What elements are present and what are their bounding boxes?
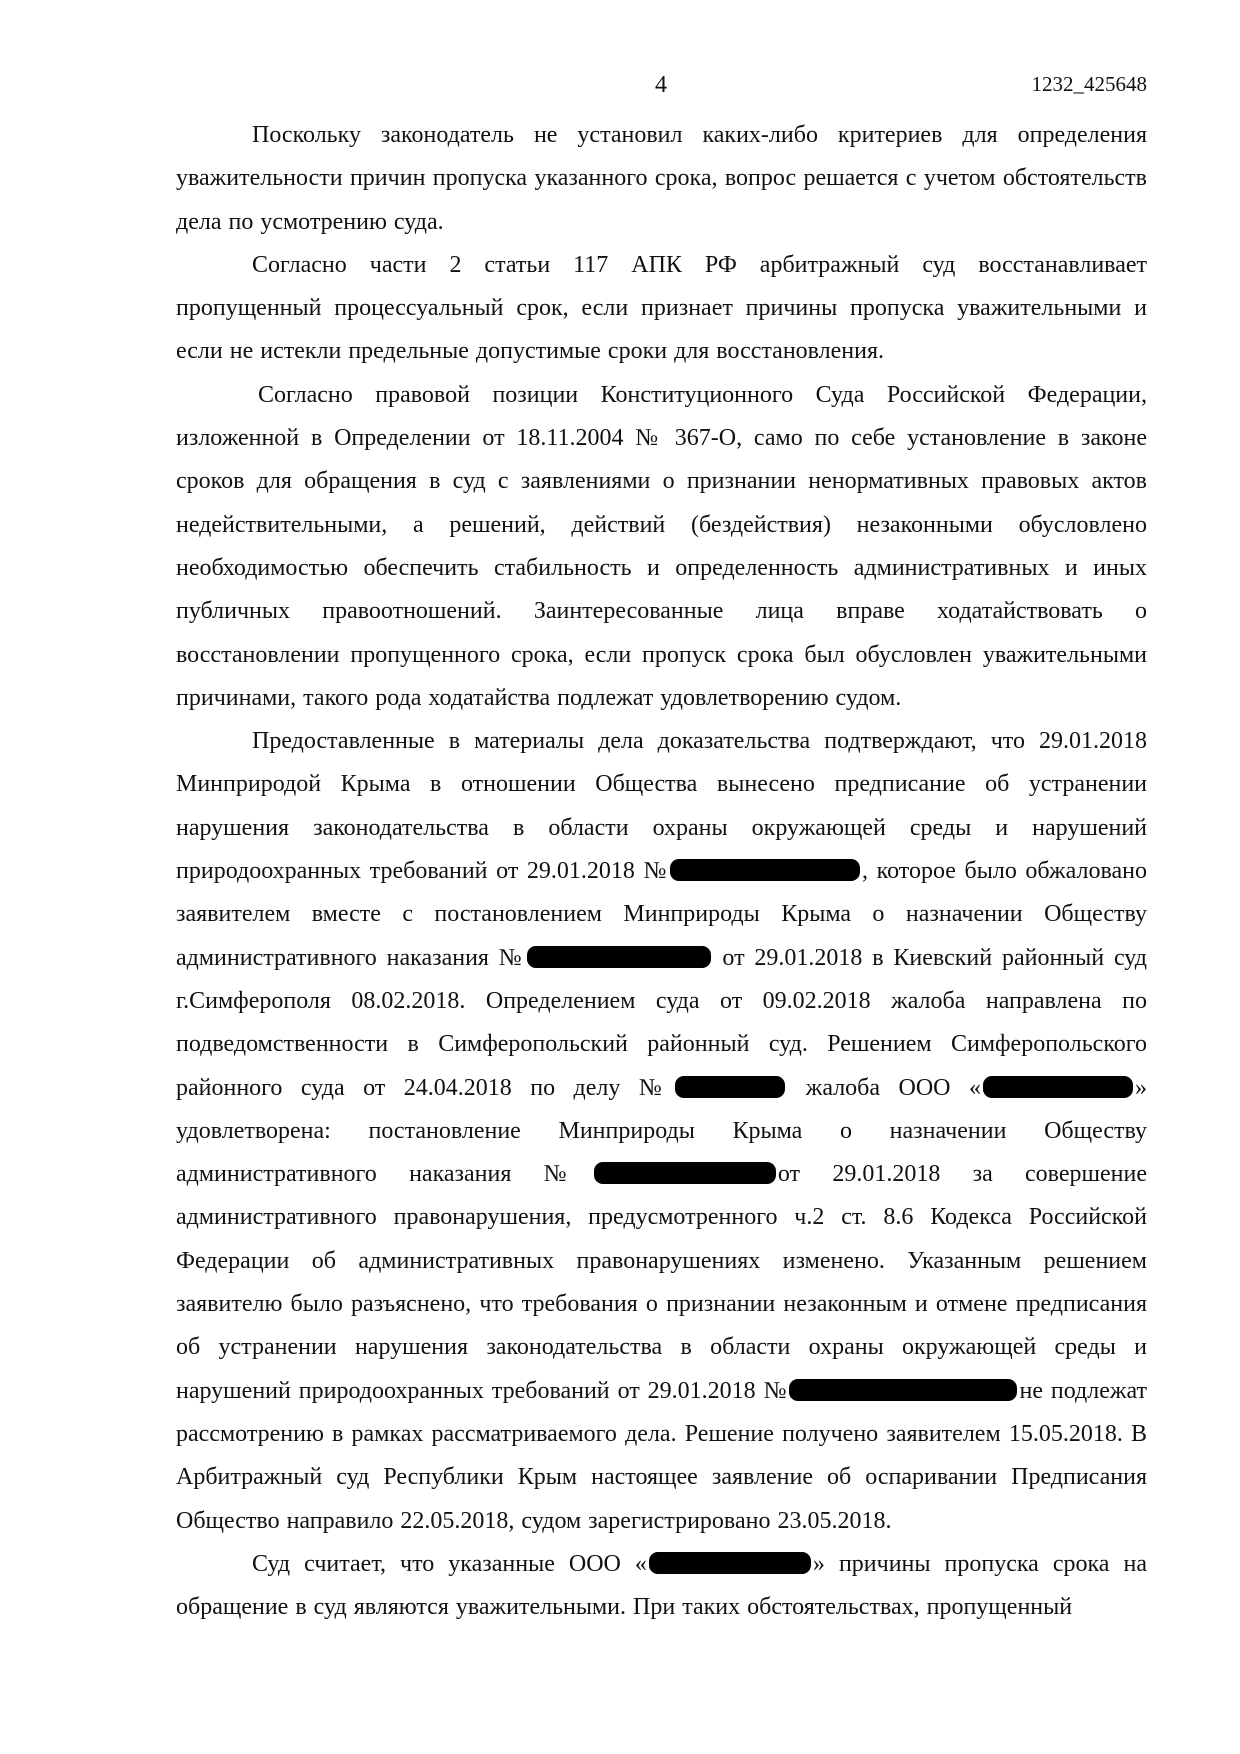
paragraph-text: от 29.01.2018 в Киевский районный суд г.Симферополя 08.02.2018. Определением суда от 09.02.2018 жалоба направлена по подведомственности в Симферопольский районный суд. Решением Симферопольского районного суда от 24.04.2018 по делу № [176, 944, 1147, 1101]
paragraph-evidence [176, 720, 1147, 1543]
paragraph-constitutional-court: Согласно правовой позиции Конституционного Суда Российской Федерации, изложенной в Определении от 18.11.2004 № 367-О, само по себе установление в законе сроков для обращения в суд с заявлениями о признании ненормативных правовых актов недействительными, а решений, действий (бездействия) незаконными обусловлено необходимостью обеспечить стабильность и определенность административных и иных публичных правоотношений. Заинтересованные лица вправе ходатайствовать о восстановлении пропущенного срока, если пропуск срока был обусловлен уважительными причинами, такого рода ходатайства подлежат удовлетворению судом. [176, 381, 1147, 711]
document-body [176, 114, 1147, 1629]
page-number: 4 [655, 72, 667, 98]
redaction-block [983, 1076, 1133, 1098]
paragraph-text: жалоба ООО « [787, 1074, 981, 1101]
redaction-block [675, 1076, 785, 1098]
paragraph-text: не подлежат рассмотрению в рамках рассматриваемого дела. Решение получено заявителем 15.05.2018. В Арбитражный суд Республики Крым настоящее заявление об оспаривании Предписания Общество направило 22.05.2018, судом зарегистрировано 23.05.2018. [176, 1377, 1147, 1534]
paragraph-criteria: Поскольку законодатель не установил каких-либо критериев для определения уважительности причин пропуска указанного срока, вопрос решается с учетом обстоятельств дела по усмотрению суда. [176, 122, 1147, 235]
paragraph-article-117: Согласно части 2 статьи 117 АПК РФ арбитражный суд восстанавливает пропущенный процессуальный срок, если признает причины пропуска уважительными и если не истекли предельные допустимые сроки для восстановления. [176, 251, 1147, 365]
paragraph-court-finding [176, 1543, 1147, 1630]
paragraph-text: , которое было обжаловано заявителем вместе с постановлением Минприроды Крыма о назначении Обществу административного наказания № [176, 858, 1147, 971]
paragraph-text: от 29.01.2018 за совершение административного правонарушения, предусмотренного ч.2 ст. 8.6 Кодекса Российской Федерации об административных правонарушениях изменено. Указанным решением заявителю было разъяснено, что требования о признании незаконным и отмене предписания об устранении нарушения законодательства в области охраны окружающей среды и нарушений природоохранных требований от 29.01.2018 № [176, 1161, 1147, 1404]
paragraph-text: Предоставленные в материалы дела доказательства подтверждают, что 29.01.2018 Минприродой Крыма в отношении Общества вынесено предписание об устранении нарушения законодательства в области охраны окружающей среды и нарушений природоохранных требований от 29.01.2018 № [176, 728, 1147, 885]
redaction-block [789, 1379, 1017, 1401]
redaction-block [527, 946, 711, 968]
paragraph-text: » причины пропуска срока на обращение в суд являются уважительными. При таких обстоятельствах, пропущенный [176, 1550, 1147, 1621]
redaction-block [670, 859, 860, 881]
document-id: 1232_425648 [1031, 72, 1147, 96]
redaction-block [649, 1552, 811, 1574]
redaction-block [594, 1162, 776, 1184]
paragraph-text: » удовлетворена: постановление Минприроды Крыма о назначении Обществу административного наказания № [176, 1074, 1147, 1188]
paragraph-text: Суд считает, что указанные ООО « [252, 1550, 647, 1577]
